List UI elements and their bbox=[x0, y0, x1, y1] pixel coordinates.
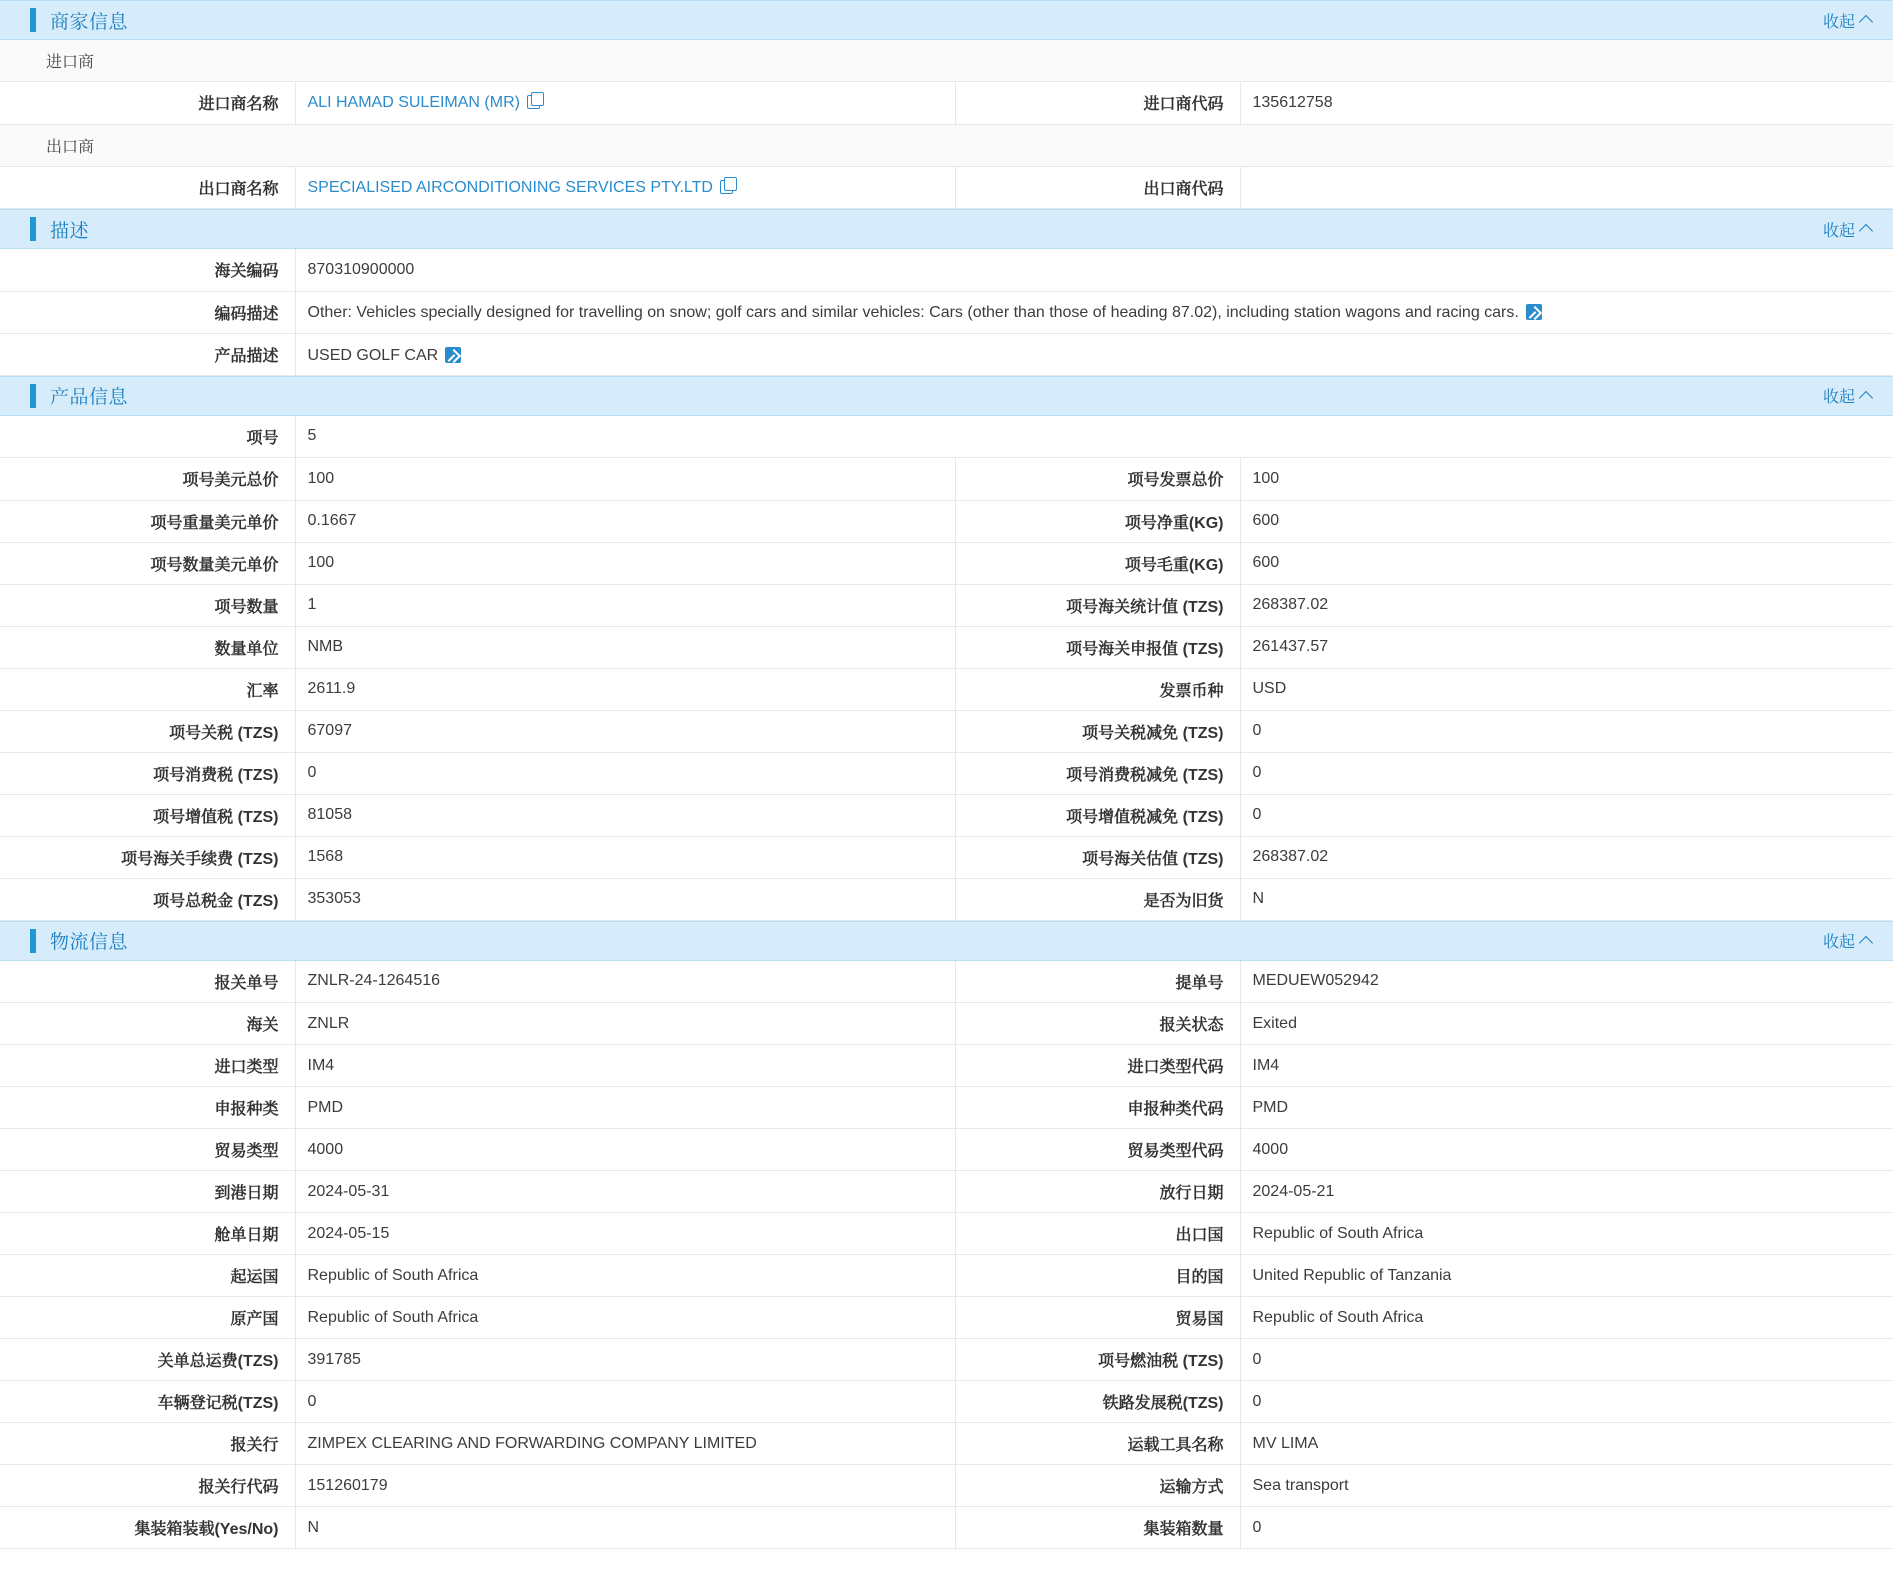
field-label: 发票币种 bbox=[955, 668, 1240, 710]
field-label: 车辆登记税(TZS) bbox=[0, 1381, 295, 1423]
chevron-up-icon bbox=[1859, 390, 1873, 404]
collapse-label-logistics: 收起 bbox=[1822, 934, 1855, 951]
field-value: NMB bbox=[295, 626, 955, 668]
field-label: 关单总运费(TZS) bbox=[0, 1339, 295, 1381]
table-row bbox=[0, 1255, 1893, 1297]
field-label: 贸易类型代码 bbox=[955, 1129, 1240, 1171]
table-row bbox=[0, 1465, 1893, 1507]
table-row bbox=[0, 626, 1893, 668]
field-value: 4000 bbox=[295, 1129, 955, 1171]
field-label: 项号净重(KG) bbox=[955, 500, 1240, 542]
field-value: N bbox=[1240, 878, 1893, 920]
collapse-toggle-merchant[interactable] bbox=[1823, 9, 1871, 32]
field-label: 原产国 bbox=[0, 1297, 295, 1339]
table-importer bbox=[0, 82, 1893, 125]
field-label: 进口类型代码 bbox=[955, 1045, 1240, 1087]
field-label: 汇率 bbox=[0, 668, 295, 710]
field-value: ZIMPEX CLEARING AND FORWARDING COMPANY LIMITED bbox=[295, 1423, 955, 1465]
table-row bbox=[0, 82, 1893, 124]
field-label: 项号数量 bbox=[0, 584, 295, 626]
table-row bbox=[0, 1171, 1893, 1213]
field-value: MEDUEW052942 bbox=[1240, 961, 1893, 1003]
field-label: 数量单位 bbox=[0, 626, 295, 668]
field-label: 项号海关申报值 (TZS) bbox=[955, 626, 1240, 668]
field-label: 进口类型 bbox=[0, 1045, 295, 1087]
field-label-hs-code: 海关编码 bbox=[0, 249, 295, 291]
field-value: 2611.9 bbox=[295, 668, 955, 710]
field-label: 集装箱数量 bbox=[955, 1507, 1240, 1549]
field-value: United Republic of Tanzania bbox=[1240, 1255, 1893, 1297]
field-value: 0 bbox=[1240, 1381, 1893, 1423]
section-header-merchant[interactable] bbox=[0, 0, 1893, 40]
field-label-item-no: 项号 bbox=[0, 416, 295, 458]
chevron-up-icon bbox=[1859, 935, 1873, 949]
collapse-toggle-logistics[interactable] bbox=[1823, 929, 1871, 952]
field-value: Republic of South Africa bbox=[295, 1297, 955, 1339]
field-value-exporter-code bbox=[1240, 167, 1893, 209]
table-row bbox=[0, 167, 1893, 209]
field-value-code-description bbox=[295, 291, 1893, 333]
section-title-merchant: 商家信息 bbox=[50, 11, 129, 33]
field-label: 海关 bbox=[0, 1003, 295, 1045]
field-value: USD bbox=[1240, 668, 1893, 710]
copy-icon[interactable] bbox=[527, 95, 540, 109]
translate-icon[interactable] bbox=[445, 347, 461, 363]
product-description-text: USED GOLF CAR bbox=[307, 346, 439, 364]
field-value: 261437.57 bbox=[1240, 626, 1893, 668]
field-value-hs-code: 870310900000 bbox=[295, 249, 1893, 291]
field-value: Republic of South Africa bbox=[1240, 1213, 1893, 1255]
table-row bbox=[0, 961, 1893, 1003]
field-label: 集装箱装载(Yes/No) bbox=[0, 1507, 295, 1549]
field-label: 项号消费税 (TZS) bbox=[0, 752, 295, 794]
importer-name-link[interactable]: ALI HAMAD SULEIMAN (MR) bbox=[307, 94, 520, 112]
field-label: 出口国 bbox=[955, 1213, 1240, 1255]
group-label-importer: 进口商 bbox=[0, 40, 1893, 82]
field-label: 项号美元总价 bbox=[0, 458, 295, 500]
field-value: 0 bbox=[1240, 752, 1893, 794]
field-label: 到港日期 bbox=[0, 1171, 295, 1213]
field-value: 67097 bbox=[295, 710, 955, 752]
table-description bbox=[0, 249, 1893, 376]
field-value: 81058 bbox=[295, 794, 955, 836]
table-row bbox=[0, 836, 1893, 878]
field-value: PMD bbox=[1240, 1087, 1893, 1129]
table-logistics-info bbox=[0, 961, 1893, 1550]
section-accent-bar bbox=[30, 929, 36, 953]
section-title-product: 产品信息 bbox=[50, 387, 129, 408]
field-label-exporter-name: 出口商名称 bbox=[0, 167, 295, 209]
table-row bbox=[0, 878, 1893, 920]
table-row bbox=[0, 333, 1893, 375]
field-label: 项号关税减免 (TZS) bbox=[955, 710, 1240, 752]
field-value: 2024-05-15 bbox=[295, 1213, 955, 1255]
field-value: 1 bbox=[295, 584, 955, 626]
field-value: 600 bbox=[1240, 500, 1893, 542]
table-row bbox=[0, 500, 1893, 542]
section-header-description[interactable] bbox=[0, 209, 1893, 249]
field-value: Republic of South Africa bbox=[295, 1255, 955, 1297]
table-row bbox=[0, 1045, 1893, 1087]
field-value: IM4 bbox=[1240, 1045, 1893, 1087]
table-row bbox=[0, 1129, 1893, 1171]
field-value: Republic of South Africa bbox=[1240, 1297, 1893, 1339]
field-value: 4000 bbox=[1240, 1129, 1893, 1171]
field-label: 项号消费税减免 (TZS) bbox=[955, 752, 1240, 794]
table-row bbox=[0, 458, 1893, 500]
copy-icon[interactable] bbox=[720, 180, 733, 194]
field-value: PMD bbox=[295, 1087, 955, 1129]
group-label-exporter: 出口商 bbox=[0, 125, 1893, 167]
field-value-importer-name[interactable] bbox=[295, 82, 955, 124]
field-label: 项号海关估值 (TZS) bbox=[955, 836, 1240, 878]
field-value: Exited bbox=[1240, 1003, 1893, 1045]
field-value: 0 bbox=[295, 752, 955, 794]
field-label-importer-name: 进口商名称 bbox=[0, 82, 295, 124]
field-label: 报关行代码 bbox=[0, 1465, 295, 1507]
chevron-up-icon bbox=[1859, 224, 1873, 238]
field-value: 0 bbox=[1240, 794, 1893, 836]
field-value-product-description bbox=[295, 333, 1893, 375]
field-label: 申报种类代码 bbox=[955, 1087, 1240, 1129]
field-value-item-no: 5 bbox=[295, 416, 1893, 458]
field-label-product-description: 产品描述 bbox=[0, 333, 295, 375]
section-title-description: 描述 bbox=[50, 220, 90, 242]
field-label: 项号燃油税 (TZS) bbox=[955, 1339, 1240, 1381]
table-row bbox=[0, 1381, 1893, 1423]
field-label: 项号发票总价 bbox=[955, 458, 1240, 500]
table-row bbox=[0, 291, 1893, 333]
collapse-label-merchant: 收起 bbox=[1822, 13, 1855, 31]
field-value: MV LIMA bbox=[1240, 1423, 1893, 1465]
table-row bbox=[0, 752, 1893, 794]
table-exporter bbox=[0, 167, 1893, 210]
field-value: 391785 bbox=[295, 1339, 955, 1381]
section-title-logistics: 物流信息 bbox=[50, 932, 129, 953]
field-value: 0 bbox=[1240, 710, 1893, 752]
section-header-logistics[interactable] bbox=[0, 921, 1893, 961]
collapse-label-product: 收起 bbox=[1822, 389, 1855, 406]
field-value: IM4 bbox=[295, 1045, 955, 1087]
field-label: 项号增值税减免 (TZS) bbox=[955, 794, 1240, 836]
table-row bbox=[0, 1087, 1893, 1129]
table-row bbox=[0, 1213, 1893, 1255]
field-label: 目的国 bbox=[955, 1255, 1240, 1297]
field-value: 268387.02 bbox=[1240, 584, 1893, 626]
field-label: 项号海关手续费 (TZS) bbox=[0, 836, 295, 878]
field-value: 268387.02 bbox=[1240, 836, 1893, 878]
field-label: 项号重量美元单价 bbox=[0, 500, 295, 542]
field-value: 353053 bbox=[295, 878, 955, 920]
section-accent-bar bbox=[30, 384, 36, 408]
field-value: 100 bbox=[295, 458, 955, 500]
table-row bbox=[0, 249, 1893, 291]
field-label: 项号海关统计值 (TZS) bbox=[955, 584, 1240, 626]
field-label: 申报种类 bbox=[0, 1087, 295, 1129]
table-row bbox=[0, 1297, 1893, 1339]
field-label: 是否为旧货 bbox=[955, 878, 1240, 920]
field-label: 报关单号 bbox=[0, 961, 295, 1003]
translate-icon[interactable] bbox=[1526, 304, 1542, 320]
field-label: 报关行 bbox=[0, 1423, 295, 1465]
collapse-toggle-description[interactable] bbox=[1823, 218, 1871, 241]
field-value: 0 bbox=[1240, 1507, 1893, 1549]
field-value: 0.1667 bbox=[295, 500, 955, 542]
exporter-name-link[interactable]: SPECIALISED AIRCONDITIONING SERVICES PTY.LTD bbox=[307, 178, 713, 196]
table-row bbox=[0, 1339, 1893, 1381]
field-label: 项号增值税 (TZS) bbox=[0, 794, 295, 836]
table-row bbox=[0, 584, 1893, 626]
field-label-code-description: 编码描述 bbox=[0, 291, 295, 333]
field-value: 0 bbox=[1240, 1339, 1893, 1381]
field-label-exporter-code: 出口商代码 bbox=[955, 167, 1240, 209]
field-label: 报关状态 bbox=[955, 1003, 1240, 1045]
table-row bbox=[0, 1507, 1893, 1549]
field-value: 1568 bbox=[295, 836, 955, 878]
field-label: 项号关税 (TZS) bbox=[0, 710, 295, 752]
section-accent-bar bbox=[30, 8, 36, 32]
table-product-itemno bbox=[0, 416, 1893, 459]
field-value: 0 bbox=[295, 1381, 955, 1423]
field-label: 舱单日期 bbox=[0, 1213, 295, 1255]
field-value: N bbox=[295, 1507, 955, 1549]
field-label: 起运国 bbox=[0, 1255, 295, 1297]
field-label: 项号总税金 (TZS) bbox=[0, 878, 295, 920]
table-row bbox=[0, 1003, 1893, 1045]
field-label-importer-code: 进口商代码 bbox=[955, 82, 1240, 124]
table-row bbox=[0, 542, 1893, 584]
field-value: ZNLR bbox=[295, 1003, 955, 1045]
field-label: 提单号 bbox=[955, 961, 1240, 1003]
field-value: 2024-05-31 bbox=[295, 1171, 955, 1213]
table-row bbox=[0, 794, 1893, 836]
field-label: 项号数量美元单价 bbox=[0, 542, 295, 584]
field-value: 2024-05-21 bbox=[1240, 1171, 1893, 1213]
section-accent-bar bbox=[30, 217, 36, 241]
field-label: 项号毛重(KG) bbox=[955, 542, 1240, 584]
collapse-label-description: 收起 bbox=[1822, 222, 1855, 240]
chevron-up-icon bbox=[1859, 15, 1873, 29]
table-row bbox=[0, 668, 1893, 710]
field-value-exporter-name[interactable] bbox=[295, 167, 955, 209]
field-value: Sea transport bbox=[1240, 1465, 1893, 1507]
field-value: 100 bbox=[295, 542, 955, 584]
field-value-importer-code: 135612758 bbox=[1240, 82, 1893, 124]
field-value: 151260179 bbox=[295, 1465, 955, 1507]
field-label: 铁路发展税(TZS) bbox=[955, 1381, 1240, 1423]
table-product-info bbox=[0, 458, 1893, 921]
field-label: 贸易类型 bbox=[0, 1129, 295, 1171]
section-header-product[interactable] bbox=[0, 376, 1893, 416]
field-value: 600 bbox=[1240, 542, 1893, 584]
field-label: 运载工具名称 bbox=[955, 1423, 1240, 1465]
field-label: 放行日期 bbox=[955, 1171, 1240, 1213]
field-value: ZNLR-24-1264516 bbox=[295, 961, 955, 1003]
table-row bbox=[0, 710, 1893, 752]
field-label: 贸易国 bbox=[955, 1297, 1240, 1339]
field-label: 运输方式 bbox=[955, 1465, 1240, 1507]
collapse-toggle-product[interactable] bbox=[1823, 384, 1871, 407]
code-description-text: Other: Vehicles specially designed for travelling on snow; golf cars and similar vehicles: Cars (other than those of heading 87.02), including station wagons and racing cars. bbox=[307, 303, 1519, 321]
field-value: 100 bbox=[1240, 458, 1893, 500]
table-row bbox=[0, 1423, 1893, 1465]
table-row bbox=[0, 416, 1893, 458]
